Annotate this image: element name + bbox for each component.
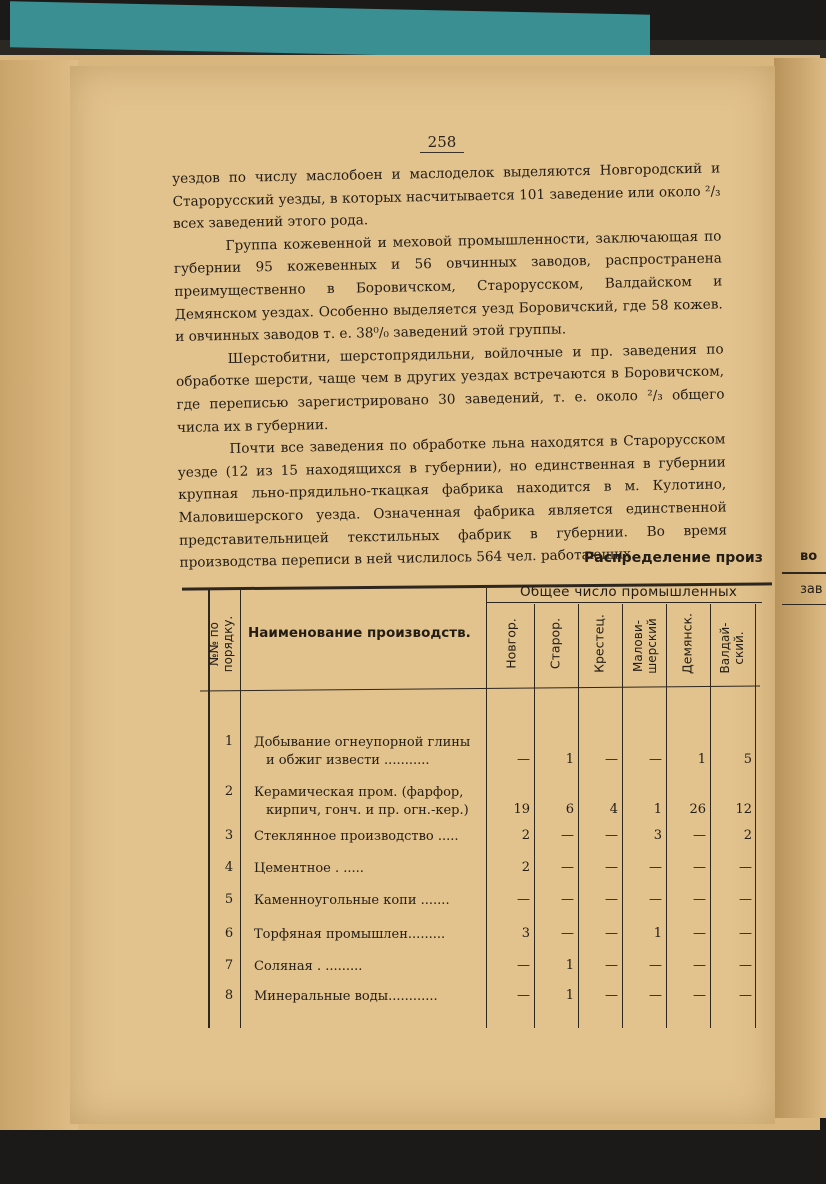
row-label <box>254 860 489 878</box>
table-subheader-continued: зав <box>800 582 823 597</box>
row-label <box>254 988 489 1006</box>
row-number: 2 <box>224 784 234 799</box>
column-header-valdayskiy: Валдай-ский. <box>718 622 746 674</box>
cell-value: 6 <box>565 802 574 817</box>
cell-value: — <box>605 958 618 973</box>
cell-value: — <box>739 958 752 973</box>
table-next-page-rule <box>782 572 826 574</box>
paragraph-3: Шерстобитни, шерстопрядильни, войлочные и пр. заведения по обработке шерсти, чаще чем в других уездах встречаются в Боровичском, где переписью зарегистрировано 30 заведений, т. е. около ²/₃ общего числа их в губернии. <box>175 341 725 436</box>
left-page-edge <box>0 60 78 1130</box>
cell-value: 1 <box>565 988 574 1003</box>
row-label <box>254 958 489 976</box>
cell-value: 26 <box>689 802 706 817</box>
cell-value: — <box>693 988 706 1003</box>
column-header-starorusskiy: Старор. <box>547 617 563 670</box>
cell-value: 2 <box>521 828 530 843</box>
column-divider-number <box>240 588 241 1028</box>
table-next-page-rule-2 <box>782 604 826 605</box>
row-label-line: Торфяная промышлен......... <box>254 927 446 942</box>
cell-value: — <box>561 926 574 941</box>
column-header-name: Наименование производств. <box>248 625 471 641</box>
cell-value: 1 <box>565 958 574 973</box>
cell-value: — <box>649 958 662 973</box>
cell-value: — <box>605 926 618 941</box>
page-number: 258 <box>420 132 464 153</box>
row-number: 8 <box>224 988 234 1003</box>
cell-value: 2 <box>521 860 530 875</box>
row-label-line: кирпич, гонч. и пр. огн.-кер.) <box>266 803 469 818</box>
cell-value: 2 <box>743 828 752 843</box>
cell-value: — <box>649 988 662 1003</box>
cell-value: 1 <box>565 752 574 767</box>
cell-value: — <box>693 892 706 907</box>
row-number: 4 <box>224 860 234 875</box>
row-label-line: Керамическая пром. (фарфор, <box>254 785 464 800</box>
paragraph-4: Почти все заведения по обработке льна находятся в Старорусском уезде (12 из 15 находящихся в губернии), но единственная в губернии крупная льно-прядильно-ткацкая фабрика находится в м. Кулотино, Маловишерского уезда. Означенная фабрика является единственной представительницей текстильных фабрик в губернии. Во время производства переписи в ней числилось 564 чел. работающих. <box>177 431 728 572</box>
cell-value: — <box>561 860 574 875</box>
cell-value: 12 <box>735 802 752 817</box>
table-header-rule <box>486 602 762 603</box>
cell-value: — <box>517 988 530 1003</box>
column-group-header: Общее число промышленных <box>520 584 738 600</box>
cell-value: 3 <box>521 926 530 941</box>
paragraph-1: уездов по числу маслобоен и маслоделок выделяются Новгородский и Старорусский уезды, в которых насчитывается 101 заведение или около ²/₃ всех заведений этого рода. <box>172 160 721 233</box>
cell-value: 1 <box>653 926 662 941</box>
cell-value: — <box>605 860 618 875</box>
column-divider-6 <box>755 604 756 1028</box>
row-label-line: Минеральные воды............ <box>254 989 438 1004</box>
cell-value: — <box>739 926 752 941</box>
cell-value: — <box>649 892 662 907</box>
cell-value: — <box>649 860 662 875</box>
row-label-line: Каменноугольные копи ....... <box>254 893 450 908</box>
cell-value: — <box>739 988 752 1003</box>
cell-value: — <box>605 988 618 1003</box>
body-text <box>172 157 728 574</box>
column-header-malovisherskiy: Малови-шерский <box>631 618 659 674</box>
row-number: 5 <box>224 892 234 907</box>
row-label <box>254 784 489 820</box>
cell-value: 4 <box>609 802 618 817</box>
cell-value: 3 <box>653 828 662 843</box>
cell-value: — <box>739 860 752 875</box>
row-label <box>254 828 489 846</box>
cell-value: 19 <box>513 802 530 817</box>
cell-value: — <box>561 892 574 907</box>
cell-value: — <box>649 752 662 767</box>
cell-value: — <box>605 752 618 767</box>
row-number: 3 <box>224 828 234 843</box>
row-label-line: Цементное . ..... <box>254 861 364 876</box>
cell-value: — <box>693 860 706 875</box>
cell-value: 1 <box>697 752 706 767</box>
row-number: 7 <box>224 958 234 973</box>
cell-value: 5 <box>743 752 752 767</box>
row-label-line: и обжиг извести ........... <box>266 753 430 768</box>
cell-value: — <box>517 752 530 767</box>
row-label-line: Стеклянное производство ..... <box>254 829 459 844</box>
row-label-line: Соляная . ......... <box>254 959 363 974</box>
cell-value: — <box>517 892 530 907</box>
cell-value: — <box>605 892 618 907</box>
cell-value: — <box>739 892 752 907</box>
column-header-krestetskiy: Крестец. <box>591 614 607 673</box>
row-label-line: Добывание огнеупорной глины <box>254 735 471 750</box>
cell-value: — <box>561 828 574 843</box>
row-label <box>254 734 489 770</box>
row-number: 6 <box>224 926 234 941</box>
cell-value: — <box>693 828 706 843</box>
column-header-novgorod: Новгор. <box>503 618 519 669</box>
row-label <box>254 892 489 910</box>
row-number: 1 <box>224 734 234 749</box>
column-header-number: №№ по порядку. <box>207 615 235 673</box>
cell-value: 1 <box>653 802 662 817</box>
cell-value: — <box>517 958 530 973</box>
cell-value: — <box>605 828 618 843</box>
cell-value: — <box>693 926 706 941</box>
column-header-demyanskiy: Демянск. <box>679 613 695 674</box>
table-title: Распределение произ <box>584 550 763 566</box>
row-label <box>254 926 489 944</box>
table-title-continued: во <box>800 549 818 564</box>
paragraph-2: Группа кожевенной и меховой промышленности, заключающая по губернии 95 кожевенных и 56 овчинных заводов, распространена преимущественно в Боровичском, Старорусском, Валдайском и Демянском уездах. Особенно выделяется уезд Боровичский, где 58 кожев. и овчинных заводов т. е. 38⁰/₀ заведений этой группы. <box>173 228 723 346</box>
cell-value: — <box>693 958 706 973</box>
